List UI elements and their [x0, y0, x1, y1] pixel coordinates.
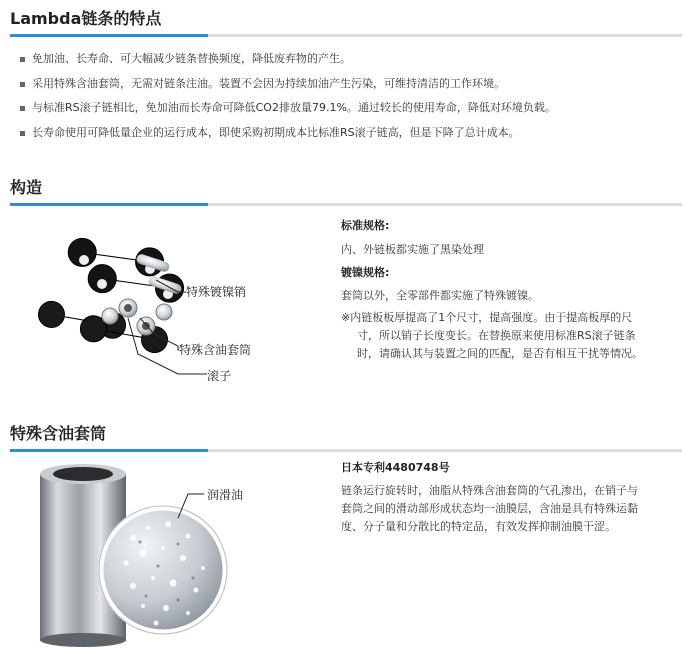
nickel-spec-text: 套筒以外，全零部件都实施了特殊镀镍。 — [341, 289, 539, 302]
patent-number: 日本专利4480748号 — [341, 461, 450, 474]
feature-item: 长寿命使用可降低量企业的运行成本，即使采购初期成本比标准RS滚子链高，但是下降了总计成本。 — [18, 121, 678, 146]
bushing-description — [341, 482, 686, 536]
features-list — [18, 47, 678, 145]
feature-item: 采用特殊含油套筒，无需对链条注油。装置不会因为持续加油产生污染，可维持清洁的工作环境。 — [18, 72, 678, 97]
structure-title: 构造 — [10, 178, 43, 197]
desc-line: 套筒之间的滑动部形成状态均一油膜层，含油是具有特殊运黏 — [341, 502, 638, 515]
structure-section-header — [10, 178, 682, 206]
label-roller: 滚子 — [207, 369, 232, 383]
plate-thickness-note — [341, 309, 686, 363]
nickel-spec-heading: 镀镍规格: — [341, 266, 390, 279]
standard-spec-text: 内、外链板都实施了黑染处理 — [341, 243, 484, 256]
desc-line: 度、分子量和分散比的特定品，有效发挥抑制油膜干涩。 — [341, 520, 616, 533]
label-oil-bushing: 特殊含油套筒 — [179, 343, 252, 357]
features-divider — [10, 34, 682, 37]
feature-item: 与标准RS滚子链相比，免加油而长寿命可降低CO2排放量79.1%。通过较长的使用寿命，降低对环境负载。 — [18, 96, 678, 121]
features-section-header — [10, 9, 682, 37]
note-line: ※内链板板厚提高了1个尺寸，提高强度。由于提高板厚的尺 — [341, 311, 633, 324]
bushing-section-header — [10, 424, 682, 452]
label-nickel-pin: 特殊镀镍销 — [186, 285, 247, 299]
label-lubricant: 润滑油 — [207, 488, 244, 502]
standard-spec-heading: 标准规格: — [341, 219, 390, 232]
note-line: 时，请确认其与装置之间的匹配，是否有相互干扰等情况。 — [357, 347, 643, 360]
feature-item: 免加油、长寿命、可大幅减少链条替换频度，降低废弃物的产生。 — [18, 47, 678, 72]
structure-divider — [10, 203, 682, 206]
bushing-title: 特殊含油套筒 — [10, 424, 107, 443]
features-title: Lambda链条的特点 — [10, 9, 162, 28]
desc-line: 链条运行旋转时，油脂从特殊含油套筒的气孔渗出，在销子与 — [341, 484, 638, 497]
chain-exploded-illustration — [28, 222, 328, 397]
bushing-divider — [10, 449, 682, 452]
note-line: 寸，所以销子长度变长。在替换原来使用标准RS滚子链条 — [357, 329, 636, 342]
oil-pore-magnifier — [99, 506, 227, 634]
